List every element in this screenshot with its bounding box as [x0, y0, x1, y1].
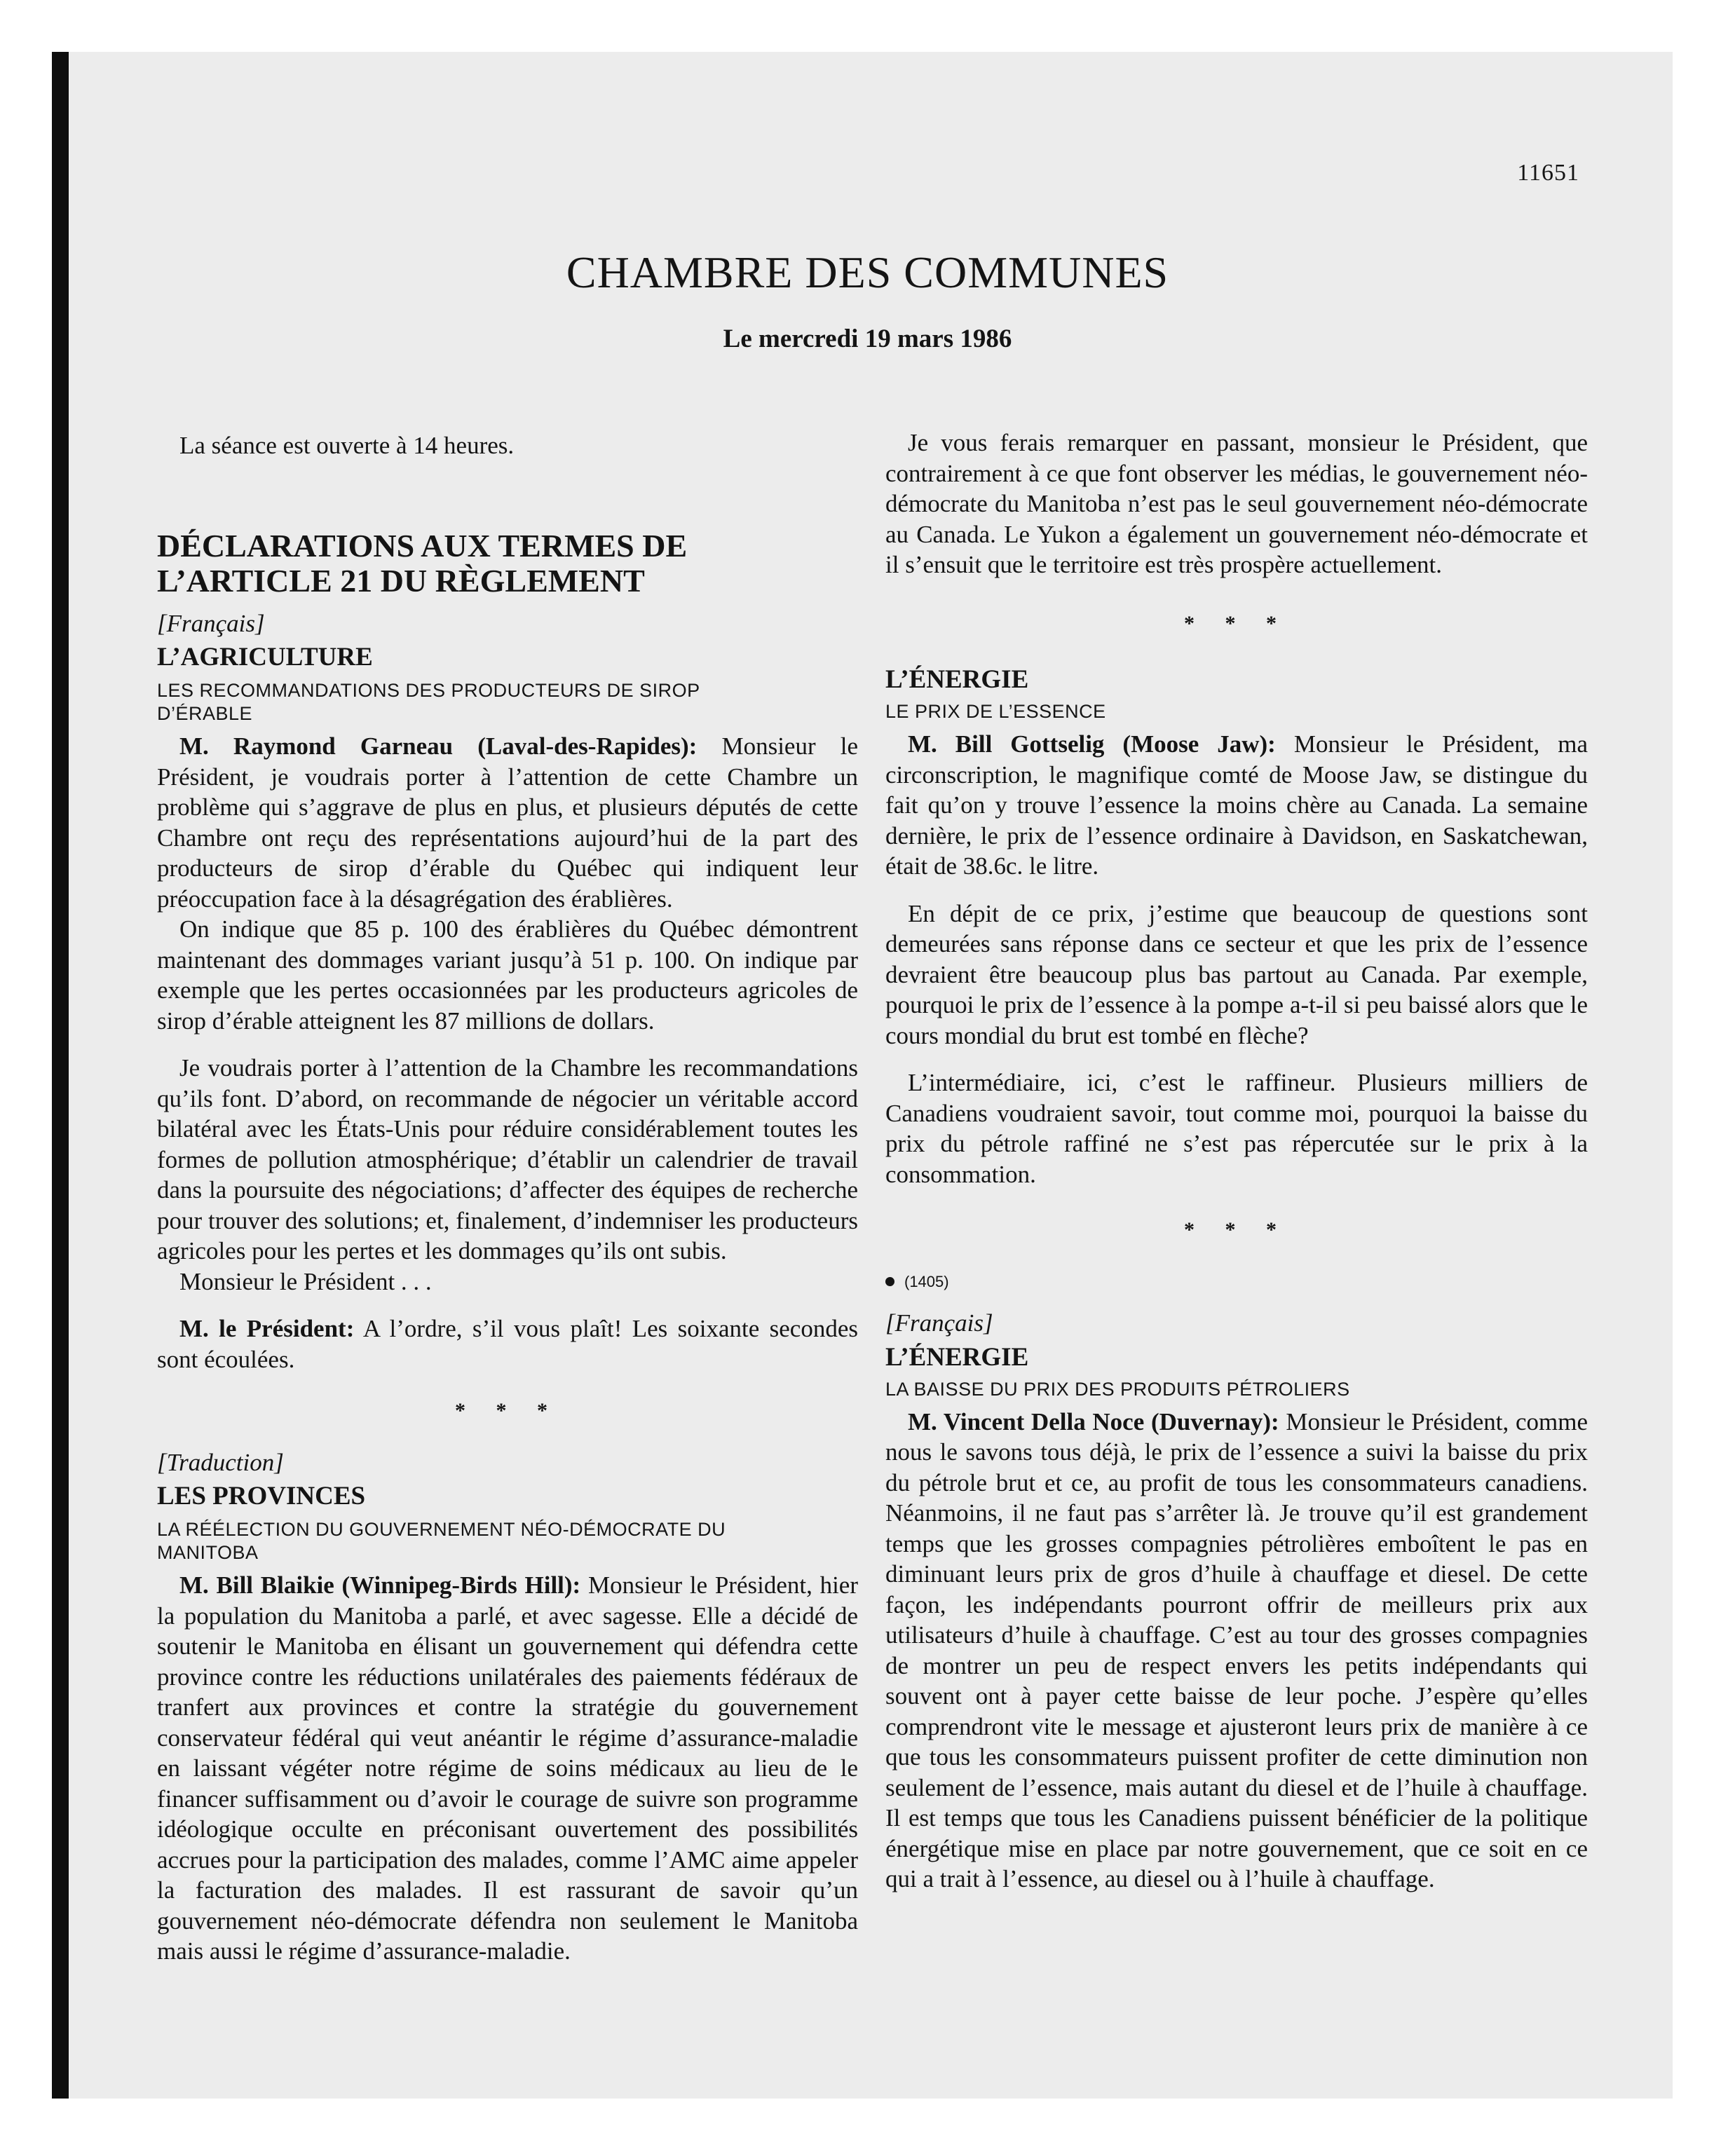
topic-heading: LES PROVINCES: [157, 1482, 366, 1510]
section-heading: [157, 528, 858, 599]
speaker-name: M. Vincent Della Noce (Duvernay):: [908, 1407, 1279, 1435]
speech-paragraph: On indique que 85 p. 100 des érablières du Québec démontrent maintenant des dommages variant jusqu’à 51 p. 100. On indique par exemple que les pertes occasionnées par les producteurs agricoles de sirop d’érable atteignent les 87 millions de dollars.: [157, 915, 858, 1035]
language-tag: [Français]: [157, 609, 265, 637]
section-separator: * * *: [1184, 611, 1289, 635]
subtopic-heading: [157, 1518, 858, 1564]
subtopic-heading: [157, 679, 858, 725]
subtopic-heading: LE PRIX DE L’ESSENCE: [885, 701, 1106, 722]
topic-heading: L’ÉNERGIE: [885, 1342, 1029, 1372]
speaker-name: M. Bill Gottselig (Moose Jaw):: [908, 730, 1276, 758]
subtopic-line-2: D’ÉRABLE: [157, 703, 253, 724]
speech-paragraph: En dépit de ce prix, j’estime que beaucoup de questions sont demeurées sans réponse dans ce secteur et que les prix de l’essence devraient être beaucoup plus bas partout au Canada. Par exemple, pourquoi le prix de l’essence à la pompe a-t-il si peu baissé alors que le cours mondial du brut est tombé en flèche?: [885, 899, 1588, 1049]
sitting-date: Le mercredi 19 mars 1986: [723, 325, 1012, 353]
subtopic-line-1: LA RÉÉLECTION DU GOUVERNEMENT NÉO-DÉMOCRATE DU: [157, 1519, 726, 1540]
speech-paragraph: Monsieur le Président . . .: [179, 1267, 432, 1295]
speech-text: Monsieur le Président, hier la population du Manitoba a parlé, et avec sagesse. Elle a décidé de soutenir le Manitoba en élisant un gouvernement qui défendra cette province contre les réductions unilatérales des paiements fédéraux de tranfert aux provinces et contre la stratégie du gouvernement conservateur fédéral qui veut anéantir le régime d’assurance-maladie en laissant végéter notre régime de soins médicaux au lieu de le financer suffisamment ou d’avoir le courage de suivre son programme idéologique occulte en préconisant ouvertement des possibilités accrues pour la participation des malades, comme l’AMC aime appeler la facturation des malades. Il est rassurant de savoir qu’un gouvernement néo-démocrate défendra non seulement le Manitoba mais aussi le régime d’assurance-maladie.: [157, 1571, 858, 1965]
speech-paragraph: [885, 729, 1588, 882]
speaker-name: M. Raymond Garneau (Laval-des-Rapides):: [179, 732, 698, 760]
opening-line: La séance est ouverte à 14 heures.: [179, 432, 515, 459]
right-column: [885, 428, 1588, 1895]
speech-text: A l’ordre, s’il vous plaît! Les soixante secondes sont écoulées.: [157, 1315, 858, 1373]
scan-edge-bar: [52, 52, 69, 2099]
speech-paragraph: [885, 1407, 1588, 1895]
speech-paragraph: [157, 1314, 858, 1374]
speaker-name: M. le Président:: [179, 1315, 355, 1342]
section-separator: * * *: [455, 1399, 560, 1422]
speech-paragraph: Je voudrais porter à l’attention de la Chambre les recommandations qu’ils font. D’abord, on recommande de négocier un véritable accord bilatéral avec les États-Unis pour réduire considérablement toutes les formes de pollution atmosphérique; d’établir un calendrier de travail dans la poursuite des négociations; d’affecter des équipes de recherche pour trouver des solutions; et, finalement, d’indemniser les producteurs agricoles pour les pertes et les dommages qu’ils ont subis.: [157, 1054, 858, 1264]
speech-text: Monsieur le Président, comme nous le savons tous déjà, le prix de l’essence a suivi la baisse du prix du pétrole brut et ce, au profit de tous les consommateurs canadiens. Néanmoins, il ne faut pas s’arrêter là. Je trouve qu’il est grandement temps que les grosses compagnies pétrolières emboîtent le pas en diminuant leurs prix de gros d’huile à chauffage et diesel. De cette façon, les indépendants pourront offrir de meilleurs prix aux utilisateurs d’huile à chauffage. C’est au tour des grosses compagnies de montrer un peu de respect envers les petits indépendants qui souvent ont à payer cette baisse de leur poche. J’espère qu’elles comprendront vite le message et ajusteront leurs prix de manière à ce que tous les consommateurs puissent profiter de cette diminution non seulement de l’essence, mais autant du diesel et de l’huile à chauffage. Il est temps que tous les Canadiens puissent bénéficier de la politique énergétique mise en place par notre gouvernement, que ce soit en ce qui a trait à l’essence, au diesel ou à l’huile à chauffage.: [885, 1407, 1588, 1892]
speaker-name: M. Bill Blaikie (Winnipeg-Birds Hill):: [179, 1571, 581, 1599]
section-heading-line-1: DÉCLARATIONS AUX TERMES DE: [157, 527, 688, 564]
timestamp: (1405): [904, 1272, 949, 1290]
time-marker: [885, 1267, 1588, 1297]
subtopic-line-1: LES RECOMMANDATIONS DES PRODUCTEURS DE SIROP: [157, 680, 700, 701]
speech-paragraph: [157, 1570, 858, 1967]
section-heading-line-2: L’ARTICLE 21 DU RÈGLEMENT: [157, 562, 645, 599]
speech-paragraph: L’intermédiaire, ici, c’est le raffineur. Plusieurs milliers de Canadiens voudraient savoir, tout comme moi, pourquoi la baisse du prix du pétrole raffiné ne s’est pas répercutée sur le prix à la consommation.: [885, 1069, 1588, 1188]
language-tag: [Français]: [885, 1309, 993, 1337]
subtopic-line-2: MANITOBA: [157, 1542, 259, 1563]
speech-text: Monsieur le Président, ma circonscription, le magnifique comté de Moose Jaw, se distingue du fait qu’on y trouve l’essence la moins chère au Canada. La semaine dernière, le prix de l’essence ordinaire à Davidson, en Saskatchewan, était de 38.6c. le litre.: [885, 730, 1588, 880]
topic-heading: L’AGRICULTURE: [157, 643, 373, 671]
speech-text: Monsieur le Président, je voudrais porter à l’attention de cette Chambre un problème qui s’aggrave de plus en plus, et plusieurs députés de cette Chambre ont reçu des représentations aujourd’hui de la part des producteurs de sirop d’érable du Québec qui indiquent leur préoccupation face à la désagrégation des érablières.: [157, 732, 858, 913]
page-number: 11651: [1517, 160, 1579, 186]
page-title: CHAMBRE DES COMMUNES: [566, 247, 1169, 297]
section-separator: * * *: [1184, 1218, 1289, 1241]
left-column: [157, 428, 858, 1967]
bullet-icon: [885, 1277, 894, 1286]
topic-heading: L’ÉNERGIE: [885, 665, 1029, 694]
speech-paragraph: Je vous ferais remarquer en passant, monsieur le Président, que contrairement à ce que font observer les médias, le gouvernement néo-démocrate du Manitoba n’est pas le seul gouvernement néo-démocrate au Canada. Le Yukon a également un gouvernement néo-démocrate et il s’ensuit que le territoire est très prospère actuellement.: [885, 429, 1588, 578]
speech-paragraph: [157, 731, 858, 914]
subtopic-heading: LA BAISSE DU PRIX DES PRODUITS PÉTROLIERS: [885, 1378, 1350, 1400]
language-tag: [Traduction]: [157, 1448, 284, 1476]
